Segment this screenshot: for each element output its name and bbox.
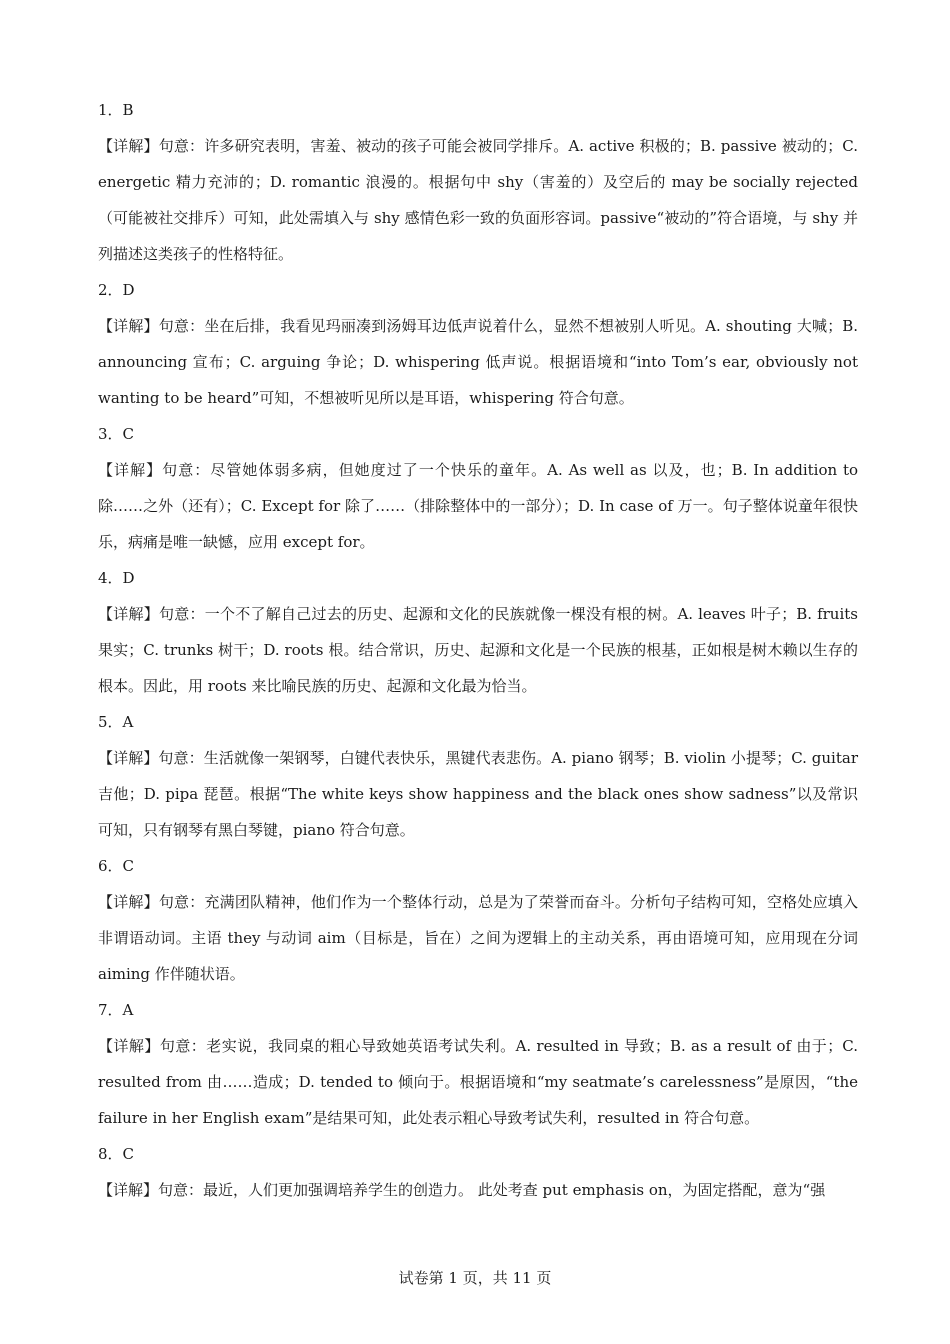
answer-item [98,704,858,848]
answer-number: 4．D [98,569,135,587]
answer-explanation: 【详解】句意：许多研究表明，害羞、被动的孩子可能会被同学排斥。A. active 积极的；B. passive 被动的；C. energetic 精力充沛的；D. romantic 浪漫的。根据句中 shy（害羞的）及空后的 may be socially rejected（可能被社交排斥）可知，此处需填入与 shy 感情色彩一致的负面形容词。passive“被动的”符合语境，与 shy 并列描述这类孩子的性格特征。 [98,137,858,263]
answer-item [98,848,858,992]
answer-explanation: 【详解】句意：充满团队精神，他们作为一个整体行动，总是为了荣誉而奋斗。分析句子结构可知，空格处应填入非谓语动词。主语 they 与动词 aim（目标是，旨在）之间为逻辑上的主动关系，再由语境可知，应用现在分词 aiming 作伴随状语。 [98,893,858,983]
answer-number: 2．D [98,281,135,299]
answer-explanation: 【详解】句意：一个不了解自己过去的历史、起源和文化的民族就像一棵没有根的树。A. leaves 叶子；B. fruits 果实；C. trunks 树干；D. roots 根。结合常识，历史、起源和文化是一个民族的根基，正如根是树木赖以生存的根本。因此，用 roots 来比喻民族的历史、起源和文化最为恰当。 [98,605,858,695]
answer-explanation: 【详解】句意：最近，人们更加强调培养学生的创造力。 此处考查 put emphasis on，为固定搭配，意为“强 [98,1181,826,1199]
page-footer: 试卷第 1 页，共 11 页 [398,1269,552,1287]
answer-number: 5．A [98,713,134,731]
answer-number: 8．C [98,1145,135,1163]
answer-item [98,272,858,416]
answer-item [98,1136,858,1208]
answer-number: 6．C [98,857,135,875]
answer-item [98,416,858,560]
answer-explanation: 【详解】句意：坐在后排，我看见玛丽凑到汤姆耳边低声说着什么，显然不想被别人听见。A. shouting 大喊；B. announcing 宣布；C. arguing 争论；D. whispering 低声说。根据语境和“into Tom’s ear, obviously not wanting to be heard”可知，不想被听见所以是耳语，whispering 符合句意。 [98,317,858,407]
answer-number: 7．A [98,1001,134,1019]
answer-number: 3．C [98,425,135,443]
answer-explanation: 【详解】句意：生活就像一架钢琴，白键代表快乐，黑键代表悲伤。A. piano 钢琴；B. violin 小提琴；C. guitar 吉他；D. pipa 琵琶。根据“The white keys show happiness and the black ones show sadness”以及常识可知，只有钢琴有黑白琴键，piano 符合句意。 [98,749,858,839]
answer-item [98,992,858,1136]
answer-number: 1．B [98,101,134,119]
answer-list [98,92,858,1208]
answer-explanation: 【详解】句意：尽管她体弱多病，但她度过了一个快乐的童年。A. As well as 以及，也；B. In addition to 除……之外（还有）；C. Except for 除了……（排除整体中的一部分）；D. In case of 万一。句子整体说童年很快乐，病痛是唯一缺憾，应用 except for。 [98,461,858,551]
answer-item [98,92,858,272]
answer-explanation: 【详解】句意：老实说，我同桌的粗心导致她英语考试失利。A. resulted in 导致；B. as a result of 由于；C. resulted from 由……造成；D. tended to 倾向于。根据语境和“my seatmate’s carelessness”是原因，“the failure in her English exam”是结果可知，此处表示粗心导致考试失利，resulted in 符合句意。 [98,1037,858,1127]
answer-item [98,560,858,704]
